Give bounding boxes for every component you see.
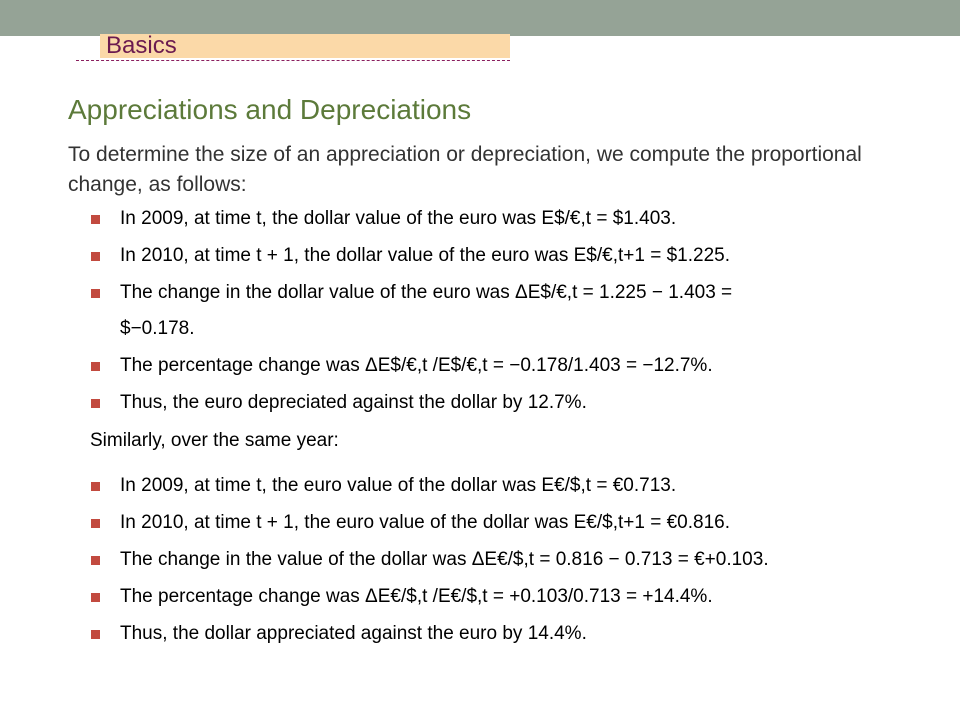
bullet-text: The percentage change was ΔE€/$,t /E€/$,t = +0.103/0.713 = +14.4%. <box>120 586 713 607</box>
bullet-list-euro <box>90 208 950 414</box>
bullet-text-continuation: $−0.178. <box>120 318 195 339</box>
list-item <box>90 245 950 267</box>
similarly-text: Similarly, over the same year: <box>90 430 339 451</box>
top-bar <box>0 0 960 36</box>
bullet-text: Thus, the dollar appreciated against the euro by 14.4%. <box>120 623 587 644</box>
section-label: Basics <box>106 32 177 59</box>
bullet-text: The change in the value of the dollar was ΔE€/$,t = 0.816 − 0.713 = €+0.103. <box>120 549 769 570</box>
slide-title: Appreciations and Depreciations <box>68 94 472 125</box>
bullet-square-icon <box>91 362 100 371</box>
bullet-square-icon <box>91 630 100 639</box>
bullet-text: In 2009, at time t, the euro value of the dollar was E€/$,t = €0.713. <box>120 475 677 496</box>
bullet-square-icon <box>91 399 100 408</box>
intro-text: To determine the size of an appreciation or depreciation, we compute the proportional change, as follows: <box>68 143 862 196</box>
bullet-text: The percentage change was ΔE$/€,t /E$/€,t = −0.178/1.403 = −12.7%. <box>120 355 713 376</box>
bullet-square-icon <box>91 215 100 224</box>
bullet-square-icon <box>91 482 100 491</box>
list-item <box>90 475 950 497</box>
bullet-square-icon <box>91 519 100 528</box>
section-divider <box>76 60 510 61</box>
bullet-text: The change in the dollar value of the euro was ΔE$/€,t = 1.225 − 1.403 = <box>120 282 733 303</box>
list-item <box>90 282 950 340</box>
bullet-square-icon <box>91 556 100 565</box>
slide-content <box>90 208 950 660</box>
section-tab <box>100 34 510 58</box>
bullet-square-icon <box>91 252 100 261</box>
list-item <box>90 392 950 414</box>
bullet-text: Thus, the euro depreciated against the dollar by 12.7%. <box>120 392 587 413</box>
list-item <box>90 512 950 534</box>
bullet-list-dollar <box>90 475 950 645</box>
list-item <box>90 549 950 571</box>
list-item <box>90 586 950 608</box>
bullet-square-icon <box>91 289 100 298</box>
bullet-text: In 2010, at time t + 1, the dollar value of the euro was E$/€,t+1 = $1.225. <box>120 245 730 266</box>
bullet-text: In 2010, at time t + 1, the euro value of the dollar was E€/$,t+1 = €0.816. <box>120 512 730 533</box>
list-item <box>90 208 950 230</box>
bullet-square-icon <box>91 593 100 602</box>
list-item <box>90 355 950 377</box>
list-item <box>90 623 950 645</box>
bullet-text: In 2009, at time t, the dollar value of the euro was E$/€,t = $1.403. <box>120 208 677 229</box>
